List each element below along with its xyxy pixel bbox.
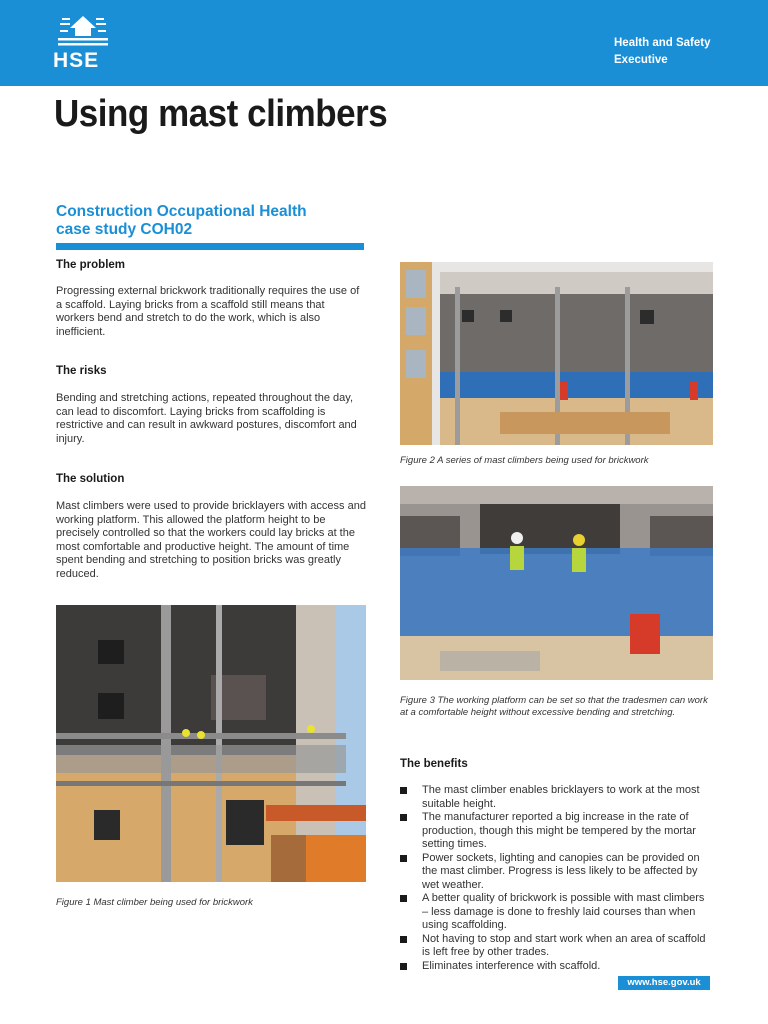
- problem-text: Progressing external brickwork traditionally requires the use of a scaffold. Laying bricks from a scaffold still means that workers bend and stretch to do the work, which is also inefficient.: [56, 285, 360, 338]
- benefits-heading: The benefits: [400, 758, 468, 770]
- figure-1-photo: [56, 605, 366, 882]
- bullet-icon: [400, 895, 407, 902]
- bullet-icon: [400, 855, 407, 862]
- organisation-name: [614, 35, 711, 69]
- solution-text: Mast climbers were used to provide bricklayers with access and working platform. This allowed the platform height to be precisely controlled so that the workers could lay bricks at the most comfortable and productive height. The amount of time spent bending and stretching to position bricks was greatly reduced.: [56, 500, 366, 580]
- bullet-icon: [400, 814, 407, 821]
- risks-heading: The risks: [56, 365, 107, 377]
- benefit-text: Power sockets, lighting and canopies can be provided on the mast climber. Progress is less likely to be affected by wet weather.: [422, 851, 700, 891]
- website-link[interactable]: www.hse.gov.uk: [618, 976, 710, 990]
- case-study-line-1: Construction Occupational Health: [56, 203, 307, 220]
- org-line-2: Executive: [614, 54, 668, 66]
- case-study-line-2: case study COH02: [56, 221, 193, 238]
- benefit-item: [400, 784, 710, 811]
- benefit-text: A better quality of brickwork is possible with mast climbers – less damage is done to freshly laid courses than when using scaffolding.: [422, 892, 705, 931]
- benefit-item: [400, 960, 710, 974]
- figure-3-photo: [400, 486, 713, 680]
- solution-heading: The solution: [56, 473, 125, 485]
- benefit-text: The mast climber enables bricklayers to work at the most suitable height.: [422, 784, 700, 810]
- figure-1-caption: Figure 1 Mast climber being used for brickwork: [56, 897, 253, 908]
- bullet-icon: [400, 963, 407, 970]
- hse-logo-text: HSE: [53, 49, 100, 72]
- risks-text: Bending and stretching actions, repeated throughout the day, can lead to discomfort. Laying bricks from scaffolding is restrictive and can result in awkward postures, discomfort and injury.: [56, 392, 357, 445]
- figure-2-photo: [400, 262, 713, 445]
- case-study-rule: [56, 243, 364, 250]
- benefit-item: [400, 811, 710, 852]
- benefit-text: Eliminates interference with scaffold.: [422, 959, 601, 972]
- page-title: Using mast climbers: [54, 93, 388, 135]
- benefit-item: [400, 933, 710, 960]
- benefits-list: [400, 784, 710, 973]
- problem-heading: The problem: [56, 259, 126, 271]
- header-bar: [0, 0, 768, 86]
- case-study-title: [56, 203, 376, 239]
- benefit-text: Not having to stop and start work when an area of scaffold is left free by other trades.: [422, 932, 706, 958]
- benefit-text: The manufacturer reported a big increase in the rate of production, though this might be tempered by the mortar setting times.: [422, 811, 696, 850]
- bullet-icon: [400, 787, 407, 794]
- figure-3-caption: Figure 3 The working platform can be set so that the tradesmen can work at a comfortable height without excessive bending and stretching.: [400, 695, 708, 718]
- bullet-icon: [400, 936, 407, 943]
- benefit-item: [400, 852, 710, 893]
- org-line-1: Health and Safety: [614, 37, 711, 49]
- benefit-item: [400, 892, 710, 933]
- figure-2-caption: Figure 2 A series of mast climbers being used for brickwork: [400, 455, 649, 466]
